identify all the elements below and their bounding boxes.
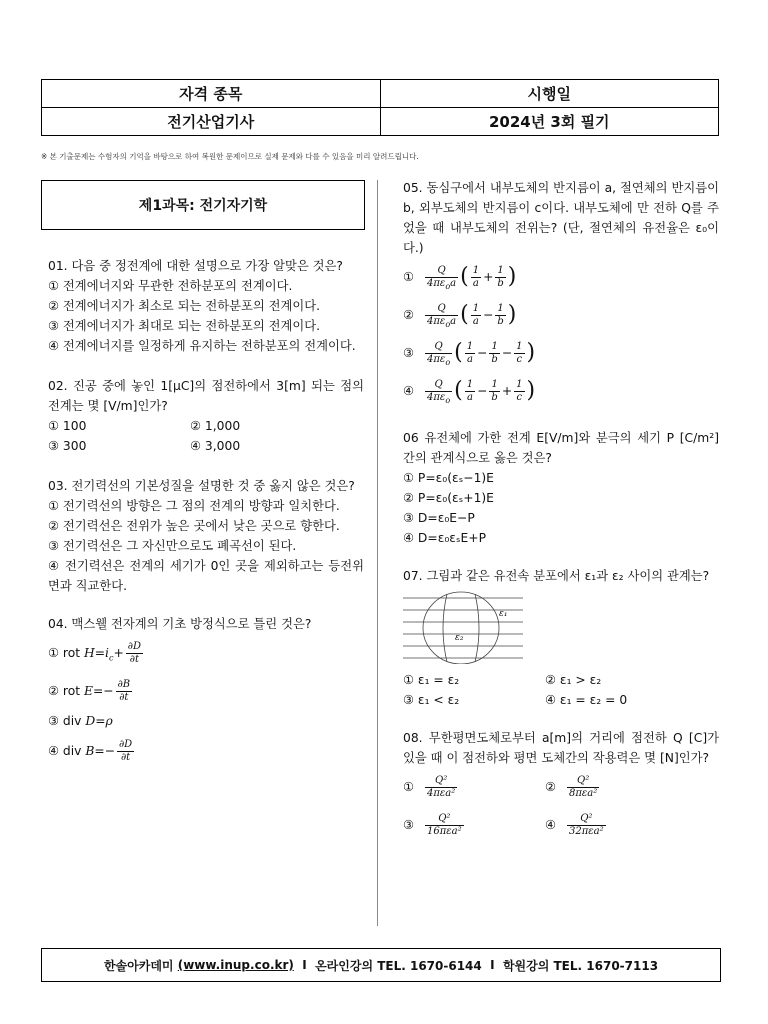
question-text: 05. 동심구에서 내부도체의 반지름이 a, 절연체의 반지름이 b, 외부도체의 반지름이 c이다. 내부도체에 만 전하 Q를 주었을 때 내부도체의 전위는? (단, 절연체의 유전율은 ε₀이다.) (403, 181, 719, 255)
right-column (403, 178, 719, 844)
question-03 (48, 476, 364, 596)
header-date-value: 2024년 3회 필기 (380, 108, 719, 136)
question-04 (48, 614, 364, 770)
option: ③ $\frac{Q}{4\pi\varepsilon_o}$ ( $\frac{1}{a}$ − $\frac{1}{b}$ − $\frac{1}{c}$ ) (403, 340, 536, 367)
footer-academy: 한솔아카데미 (103, 958, 174, 973)
option: ④ $\frac{Q}{4\pi\varepsilon_o}$ ( $\frac{1}{a}$ − $\frac{1}{b}$ + $\frac{1}{c}$ ) (403, 378, 536, 405)
footer-url-link[interactable]: (www.inup.co.kr) (177, 958, 294, 972)
question-text: 02. 진공 중에 놓인 1[μC]의 점전하에서 3[m] 되는 점의 전계는 몇 [V/m]인가? (48, 379, 364, 413)
column-divider (377, 180, 378, 926)
epsilon1-label: ε₁ (499, 609, 508, 619)
question-06 (403, 428, 719, 548)
option: ② 전계에너지가 최소로 되는 전하분포의 전계이다. (48, 299, 321, 313)
footer-separator: I (302, 958, 307, 972)
option: ③ $\frac{\text{Q²}}{\text{16πεa²}}$ (403, 812, 462, 837)
option: ① 100 (48, 419, 87, 433)
option: ④ 전계에너지를 일정하게 유지하는 전하분포의 전계이다. (48, 339, 356, 353)
option: ① rot H = $i_c$ + $\frac{\partial D}{\partial t}$ (48, 640, 141, 665)
option: ① $\frac{\text{Q²}}{\text{4πεa²}}$ (403, 774, 456, 799)
option: ① 전기력선의 방향은 그 점의 전계의 방향과 일치한다. (48, 499, 340, 513)
option: ③ div D = ρ (48, 714, 113, 728)
header-date-label: 시행일 (380, 80, 719, 108)
option: ④ 전기력선은 전계의 세기가 0인 곳을 제외하고는 등전위면과 직교한다. (48, 559, 364, 593)
footer-offline-phone: 학원강의 TEL. 1670-7113 (502, 958, 659, 973)
header-qualification-label: 자격 종목 (42, 80, 381, 108)
exam-info-table (41, 79, 719, 136)
flux-distribution-figure (403, 590, 523, 664)
notice-text: ※ 본 기출문제는 수험자의 기억을 바탕으로 하여 복원한 문제이므로 실제 문제와 다를 수 있음을 미리 알려드립니다. (41, 152, 419, 161)
option: ② rot E =− $\frac{\partial B}{\partial t}$ (48, 678, 131, 703)
option: ① 전계에너지와 무관한 전하분포의 전계이다. (48, 279, 293, 293)
option: ④ $\frac{\text{Q²}}{\text{32πεa²}}$ (545, 812, 604, 837)
option: ① P=ε₀(εₛ−1)E (403, 471, 494, 485)
subject-box: 제1과목: 전기자기학 (41, 180, 365, 230)
footer-bar (41, 948, 721, 982)
question-02 (48, 376, 364, 456)
left-column (48, 256, 364, 770)
option: ③ ε₁ < ε₂ (403, 693, 460, 707)
option: ③ 전계에너지가 최대로 되는 전하분포의 전계이다. (48, 319, 321, 333)
question-07 (403, 566, 719, 710)
question-text: 04. 맥스웰 전자계의 기초 방정식으로 틀린 것은? (48, 617, 312, 631)
option: ① ε₁ = ε₂ (403, 673, 460, 687)
question-text: 06 유전체에 가한 전계 E[V/m]와 분극의 세기 P [C/m²] 간의 관계식으로 옳은 것은? (403, 431, 719, 465)
option: ④ 3,000 (190, 439, 241, 453)
option: ② $\frac{\text{Q²}}{\text{8πεa²}}$ (545, 774, 598, 799)
question-text: 07. 그림과 같은 유전속 분포에서 ε₁과 ε₂ 사이의 관계는? (403, 569, 710, 583)
question-text: 08. 무한평면도체로부터 a[m]의 거리에 점전하 Q [C]가 있을 때 이 점전하와 평면 도체간의 작용력은 몇 [N]인가? (403, 731, 719, 765)
question-08 (403, 728, 719, 844)
option: ④ ε₁ = ε₂ = 0 (545, 693, 628, 707)
option: ② 전기력선은 전위가 높은 곳에서 낮은 곳으로 향한다. (48, 519, 340, 533)
option: ④ D=ε₀εₛE+P (403, 531, 487, 545)
footer-online-phone: 온라인강의 TEL. 1670-6144 (315, 958, 482, 973)
option: ③ 전기력선은 그 자신만으로도 폐곡선이 된다. (48, 539, 297, 553)
question-01 (48, 256, 364, 356)
epsilon2-label: ε₂ (455, 633, 464, 643)
option: ② $\frac{Q}{4\pi\varepsilon_oa}$ ( $\frac{1}{a}$ − $\frac{1}{b}$ ) (403, 302, 517, 329)
option: ② P=ε₀(εₛ+1)E (403, 491, 494, 505)
question-text: 03. 전기력선의 기본성질을 설명한 것 중 옳지 않은 것은? (48, 479, 355, 493)
question-text: 01. 다음 중 정전계에 대한 설명으로 가장 알맞은 것은? (48, 259, 343, 273)
footer-separator: I (490, 958, 495, 972)
option: ① $\frac{Q}{4\pi\varepsilon_oa}$ ( $\frac{1}{a}$ + $\frac{1}{b}$ ) (403, 264, 517, 291)
option: ② 1,000 (190, 419, 241, 433)
option: ② ε₁ > ε₂ (545, 673, 602, 687)
option: ③ 300 (48, 439, 87, 453)
option: ③ D=ε₀E−P (403, 511, 475, 525)
question-05 (403, 178, 719, 410)
option: ④ div B =− $\frac{\partial D}{\partial t}$ (48, 738, 133, 763)
header-qualification-value: 전기산업기사 (42, 108, 381, 136)
